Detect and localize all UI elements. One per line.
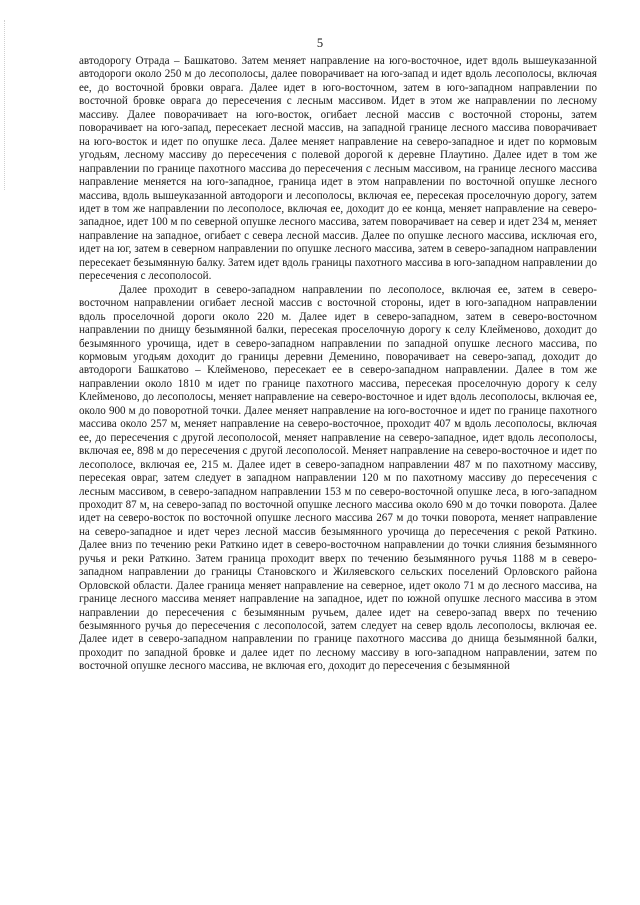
page-number: 5 <box>316 36 324 50</box>
paragraph-2: Далее проходит в северо-западном направлении по лесополосе, включая ее, затем в северо-восточном направлении огибает лесной массив с восточной стороны, идет в юго-западном направлении вдоль проселочной дороги около 220 м. Далее идет в северо-западном, затем в северо-восточном направлении по днищу безымянной балки, пересекая проселочную дорогу к селу Клейменово, доходит до безымянного урочища, идет в северо-западном направлении по западной опушке лесного массива, по кормовым угодьям доходит до границы деревни Деменино, поворачивает на северо-запад, доходит до автодороги Башкатово – Клейменово, пересекает ее в северо-западном направлении. Далее в том же направлении около 1810 м идет по границе пахотного массива, пересекая проселочную дорогу к селу Клейменово, до лесополосы, меняет направление на северо-восточное и идет вдоль лесополосы, включая ее, около 900 м до поворотной точки. Далее меняет направление на юго-восточное и идет по границе пахотного массива около 257 м, меняет направление на северо-восточное, проходит 407 м вдоль лесополосы, включая ее, до пересечения с другой лесополосой, меняет направление на северо-западное, идет вдоль лесополосы, включая ее, 898 м до пересечения с другой лесополосой. Меняет направление на северо-восточное и идет по лесополосе, включая ее, 215 м. Далее идет в северо-западном направлении 487 м по пахотному массиву, пересекая овраг, затем следует в западном направлении 120 м по пахотному массиву до пересечения с лесным массивом, в северо-западном направлении 153 м по северо-восточной опушке леса, в юго-западном проходит 87 м, на северо-запад по восточной опушке лесного массива около 690 м до точки поворота. Далее идет на северо-восток по восточной опушке лесного массива 267 м до точки поворота, меняет направление на северо-западное и идет через лесной массив безымянного урочища до пересечения с рекой Раткино. Далее вниз по течению реки Раткино идет в северо-восточном направлении до точки слияния безымянного ручья и реки Раткино. Затем граница проходит вверх по течению безымянного ручья 1188 м в северо-западном направлении до границы Становского и Жиляевского сельских поселений Орловского района Орловской области. Далее граница меняет направление на северное, идет около 71 м до лесного массива, на границе лесного массива меняет направление на западное, идет по южной опушке лесного массива в этом направлении до пересечения с безымянным ручьем, далее идет на северо-запад вверх по течению безымянного ручья до пересечения с лесополосой, затем следует на север вдоль лесополосы, включая ее. Далее идет в северо-западном направлении по границе пахотного массива до днища безымянной балки, проходит по западной бровке и далее идет по лесному массиву в юго-западном направлении, затем по восточной опушке лесного массива, не включая его, доходит до пересечения с безымянной <box>79 283 597 673</box>
document-body <box>79 55 597 674</box>
paragraph-1: автодорогу Отрада – Башкатово. Затем меняет направление на юго-восточное, идет вдоль вышеуказанной автодороги около 250 м до лесополосы, далее поворачивает на юго-запад и идет вдоль лесополосы, включая ее, до восточной бровки оврага. Далее идет в юго-восточном, затем в юго-западном направлении по восточной бровке оврага до пересечения с лесным массивом. Идет в этом же направлении по лесному массиву. Далее поворачивает на юго-восток, огибает лесной массив с восточной стороны, затем поворачивает на юго-запад, пересекает лесной массив, на западной границе лесного массива поворачивает на юго-восток и идет по опушке леса. Далее меняет направление на северо-западное и идет по кормовым угодьям, лесному массиву до пересечения с полевой дорогой к деревне Плаутино. Далее идет в том же направлении по границе пахотного массива до пересечения с лесным массивом, на границе лесного массива направление меняется на юго-западное, граница идет в этом направлении по восточной опушке лесного массива, вдоль вышеуказанной автодороги и лесополосы, включая ее, пересекая проселочную дорогу, затем идет в том же направлении по лесополосе, включая ее, доходит до ее конца, меняет направление на северо-западное, идет 100 м по северной опушке лесного массива, затем поворачивает на север и идет 234 м, меняет направление на западное, огибает с севера лесной массив. Далее по опушке лесного массива, исключая его, идет на юг, затем в северном направлении по опушке лесного массива, затем в северо-западном направлении пересекает безымянную балку. Затем идет вдоль границы пахотного массива в юго-западном направлении до пересечения с лесополосой. <box>79 55 597 283</box>
